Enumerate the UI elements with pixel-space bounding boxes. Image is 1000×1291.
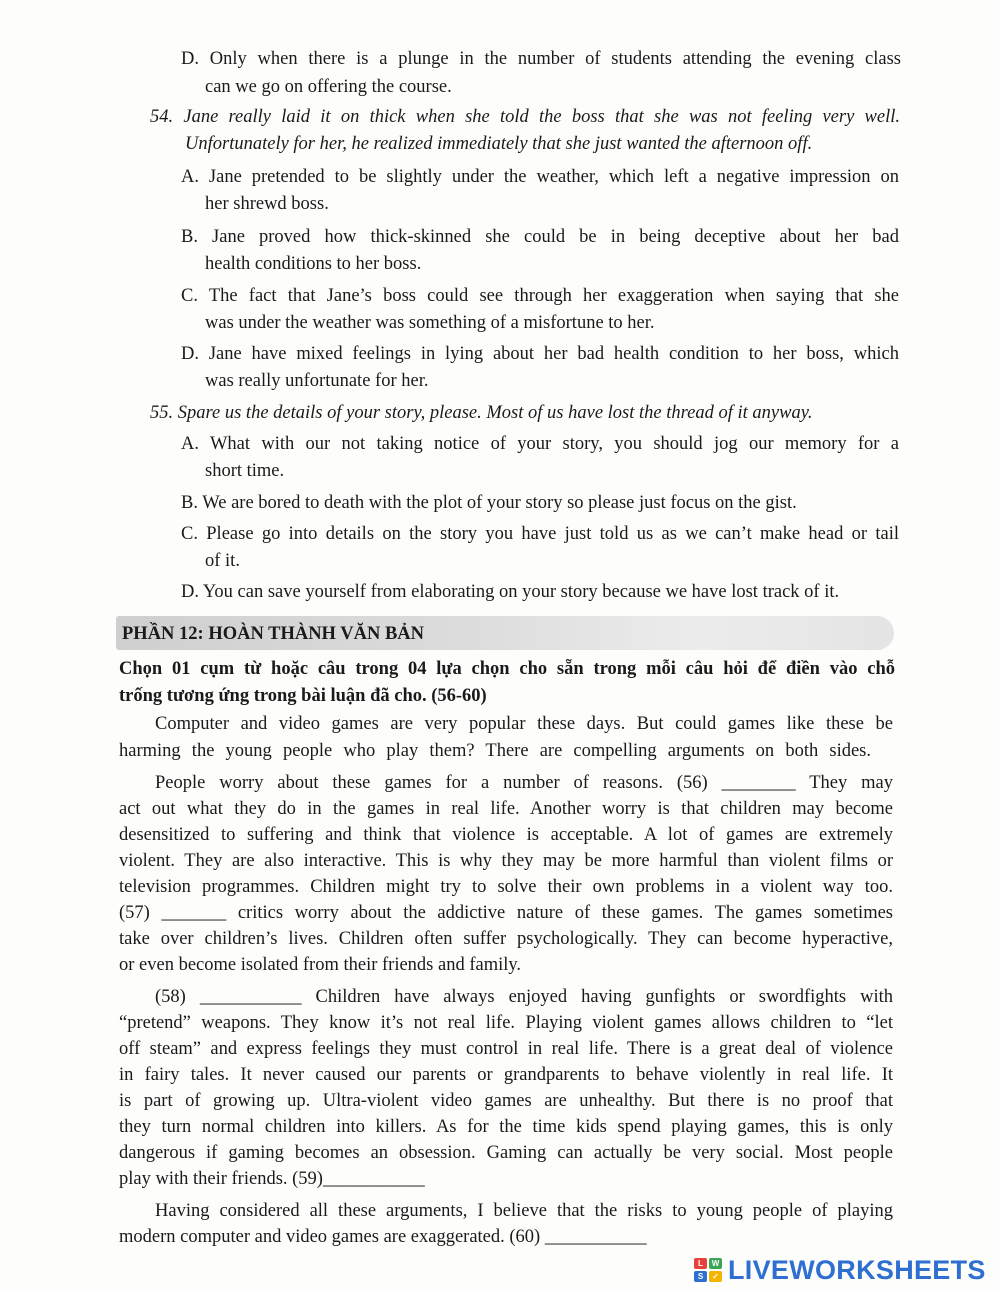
q54-option-a-line1: A. Jane pretended to be slightly under the weather, which left a negative impression on (181, 167, 899, 187)
q54-option-b-line1: B. Jane proved how thick-skinned she could be in being deceptive about her bad (181, 227, 899, 247)
passage-p2-line7: take over children’s lives. Children often suffer psychologically. They can become hyperactive, (119, 929, 893, 949)
section-title: PHẦN 12: HOÀN THÀNH VĂN BẢN (122, 624, 425, 644)
section-instruction-line1: Chọn 01 cụm từ hoặc câu trong 04 lựa chọn cho sẵn trong mỗi câu hỏi để điền vào chỗ (119, 659, 895, 679)
passage-p3-line6: they turn normal children into killers. As for the time kids spend playing games, this is only (119, 1117, 893, 1137)
q54-option-a-line2: her shrewd boss. (205, 194, 329, 214)
passage-p1-line2: harming the young people who play them? There are compelling arguments on both sides. (119, 741, 871, 761)
liveworksheets-wordmark: LIVEWORKSHEETS (728, 1255, 986, 1285)
passage-p3-line2: “pretend” weapons. They know it’s not real life. Playing violent games allows children to “let (119, 1013, 893, 1033)
q55-option-c-line1: C. Please go into details on the story you have just told us as we can’t make head or tail (181, 524, 899, 544)
liveworksheets-logo (694, 1255, 986, 1285)
q55-prompt-line1: 55. Spare us the details of your story, please. Most of us have lost the thread of it anyway. (150, 403, 813, 423)
passage-p3-line1: (58) ___________ Children have always enjoyed having gunfights or swordfights with (155, 987, 893, 1007)
q53-option-d-line1: D. Only when there is a plunge in the number of students attending the evening class (181, 49, 901, 69)
q54-option-d-line1: D. Jane have mixed feelings in lying about her bad health condition to her boss, which (181, 344, 899, 364)
passage-p4-line2: modern computer and video games are exaggerated. (60) ___________ (119, 1227, 647, 1247)
q54-prompt-line2: Unfortunately for her, he realized immediately that she just wanted the afternoon off. (185, 134, 813, 154)
q55-option-a-line1: A. What with our not taking notice of your story, you should jog our memory for a (181, 434, 899, 454)
liveworksheets-badge-icon: L W S ✓ (694, 1258, 724, 1282)
q55-option-b-line1: B. We are bored to death with the plot of your story so please just focus on the gist. (181, 493, 797, 513)
passage-p2-line4: violent. They are also interactive. This is why they may be more harmful than violent films or (119, 851, 893, 871)
passage-p3-line7: dangerous if gaming becomes an obsession. Gaming can actually be very social. Most people (119, 1143, 893, 1163)
passage-p2-line5: television programmes. Children might try to solve their own problems in a violent way too. (119, 877, 893, 897)
passage-p2-line3: desensitized to suffering and think that violence is acceptable. A lot of games are extremely (119, 825, 893, 845)
q55-option-d-line1: D. You can save yourself from elaborating on your story because we have lost track of it. (181, 582, 840, 602)
passage-p3-line3: off steam” and express feelings they must control in real life. There is a great deal of violence (119, 1039, 893, 1059)
passage-p1-line1: Computer and video games are very popular these days. But could games like these be (155, 714, 893, 734)
q54-option-b-line2: health conditions to her boss. (205, 254, 422, 274)
passage-p2-line1: People worry about these games for a number of reasons. (56) ________ They may (155, 773, 893, 793)
passage-p2-line8: or even become isolated from their friends and family. (119, 955, 522, 975)
passage-p3-line8: play with their friends. (59)___________ (119, 1169, 425, 1189)
q55-option-c-line2: of it. (205, 551, 240, 571)
passage-p2-line6: (57) _______ critics worry about the addictive nature of these games. The games sometimes (119, 903, 893, 923)
q53-option-d-line2: can we go on offering the course. (205, 77, 452, 97)
passage-p3-line5: is part of growing up. Ultra-violent video games are unhealthy. But there is no proof that (119, 1091, 893, 1111)
q54-option-d-line2: was really unfortunate for her. (205, 371, 429, 391)
passage-p4-line1: Having considered all these arguments, I believe that the risks to young people of playing (155, 1201, 893, 1221)
q54-prompt-line1: 54. Jane really laid it on thick when she told the boss that she was not feeling very well. (150, 107, 900, 127)
section-instruction-line2: trống tương ứng trong bài luận đã cho. (56-60) (119, 686, 487, 706)
q54-option-c-line1: C. The fact that Jane’s boss could see through her exaggeration when saying that she (181, 286, 899, 306)
passage-p3-line4: in fairy tales. It never caused our parents or grandparents to behave violently in real life. It (119, 1065, 893, 1085)
q55-option-a-line2: short time. (205, 461, 285, 481)
q54-option-c-line2: was under the weather was something of a misfortune to her. (205, 313, 655, 333)
passage-p2-line2: act out what they do in the games in real life. Another worry is that children may become (119, 799, 893, 819)
